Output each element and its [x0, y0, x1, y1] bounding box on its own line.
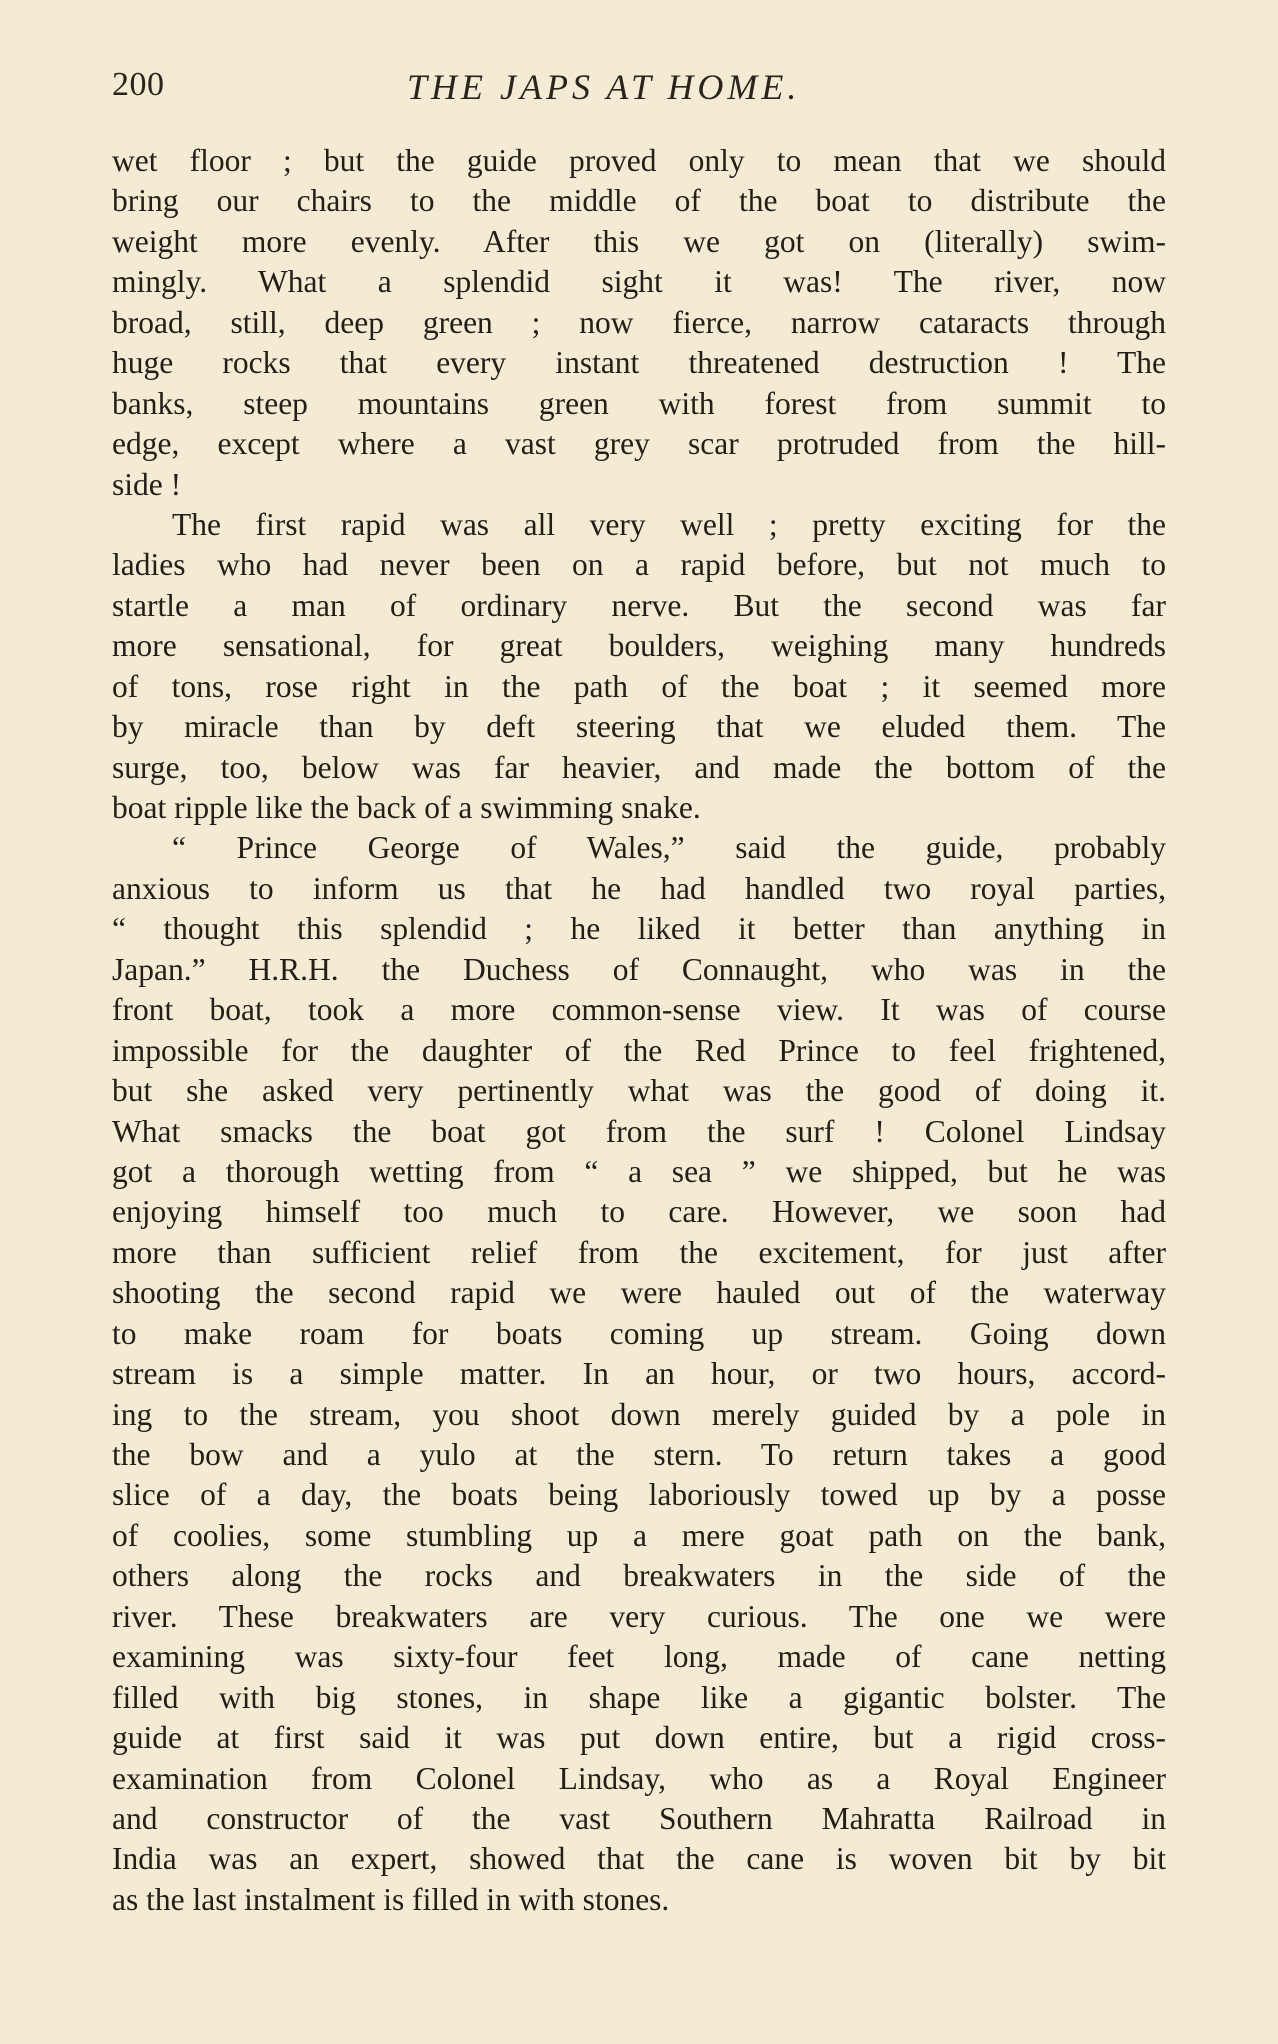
- text-line: slice of a day, the boats being laboriously towed up by a posse: [112, 1477, 1166, 1513]
- text-line: but she asked very pertinently what was the good of doing it.: [112, 1073, 1166, 1109]
- paragraph-start-line: The first rapid was all very well ; pretty exciting for the: [172, 506, 1166, 542]
- text-line: ing to the stream, you shoot down merely guided by a pole in: [112, 1396, 1166, 1432]
- text-line: enjoying himself too much to care. However, we soon had: [112, 1194, 1166, 1230]
- text-line: river. These breakwaters are very curious. The one we were: [112, 1598, 1166, 1634]
- text-line: guide at first said it was put down entire, but a rigid cross-: [112, 1720, 1166, 1756]
- text-line: examining was sixty-four feet long, made of cane netting: [112, 1639, 1166, 1675]
- running-title: THE JAPS AT HOME.: [407, 67, 801, 107]
- text-line: by miracle than by deft steering that we eluded them. The: [112, 709, 1166, 745]
- text-line: filled with big stones, in shape like a gigantic bolster. The: [112, 1679, 1166, 1715]
- paragraph-end-line: as the last instalment is filled in with stones.: [112, 1881, 670, 1917]
- text-line: the bow and a yulo at the stern. To return takes a good: [112, 1437, 1166, 1472]
- running-head: [112, 66, 1170, 116]
- text-line: “ thought this splendid ; he liked it better than anything in: [112, 911, 1166, 947]
- text-line: India was an expert, showed that the cane is woven bit by bit: [112, 1841, 1166, 1877]
- text-line: stream is a simple matter. In an hour, or two hours, accord-: [112, 1356, 1166, 1392]
- page-number: 200: [112, 66, 165, 103]
- text-line: startle a man of ordinary nerve. But the second was far: [112, 587, 1166, 623]
- paragraph-end-line: boat ripple like the back of a swimming snake.: [112, 790, 701, 825]
- text-line: huge rocks that every instant threatened destruction ! The: [112, 345, 1166, 381]
- text-line: ladies who had never been on a rapid before, but not much to: [112, 547, 1166, 583]
- text-line: mingly. What a splendid sight it was! The river, now: [112, 264, 1166, 300]
- text-line: edge, except where a vast grey scar protruded from the hill-: [112, 426, 1166, 462]
- text-line: anxious to inform us that he had handled two royal parties,: [112, 870, 1166, 906]
- paragraph-end-line: side !: [112, 466, 182, 502]
- text-line: to make roam for boats coming up stream. Going down: [112, 1315, 1166, 1351]
- text-line: impossible for the daughter of the Red Prince to feel frightened,: [112, 1032, 1166, 1068]
- text-line: more sensational, for great boulders, weighing many hundreds: [112, 628, 1166, 664]
- text-line: of coolies, some stumbling up a mere goat path on the bank,: [112, 1517, 1166, 1553]
- text-line: surge, too, below was far heavier, and made the bottom of the: [112, 749, 1166, 785]
- text-line: wet floor ; but the guide proved only to mean that we should: [112, 143, 1166, 178]
- text-line: banks, steep mountains green with forest from summit to: [112, 385, 1166, 421]
- body-text: [112, 141, 1166, 1920]
- text-line: front boat, took a more common-sense view. It was of course: [112, 992, 1166, 1028]
- text-line: weight more evenly. After this we got on (literally) swim-: [112, 223, 1166, 259]
- text-line: and constructor of the vast Southern Mahratta Railroad in: [112, 1800, 1166, 1836]
- text-line: bring our chairs to the middle of the boat to distribute the: [112, 183, 1166, 219]
- text-line: What smacks the boat got from the surf ! Colonel Lindsay: [112, 1113, 1166, 1149]
- paragraph-start-line: “ Prince George of Wales,” said the guide, probably: [172, 830, 1166, 866]
- text-line: others along the rocks and breakwaters in the side of the: [112, 1558, 1166, 1594]
- text-line: shooting the second rapid we were hauled out of the waterway: [112, 1275, 1166, 1311]
- text-line: broad, still, deep green ; now fierce, narrow cataracts through: [112, 304, 1166, 340]
- text-line: Japan.” H.R.H. the Duchess of Connaught, who was in the: [112, 951, 1166, 987]
- text-line: examination from Colonel Lindsay, who as a Royal Engineer: [112, 1760, 1166, 1796]
- text-line: got a thorough wetting from “ a sea ” we shipped, but he was: [112, 1153, 1166, 1189]
- text-line: of tons, rose right in the path of the boat ; it seemed more: [112, 668, 1166, 704]
- text-line: more than sufficient relief from the excitement, for just after: [112, 1234, 1166, 1270]
